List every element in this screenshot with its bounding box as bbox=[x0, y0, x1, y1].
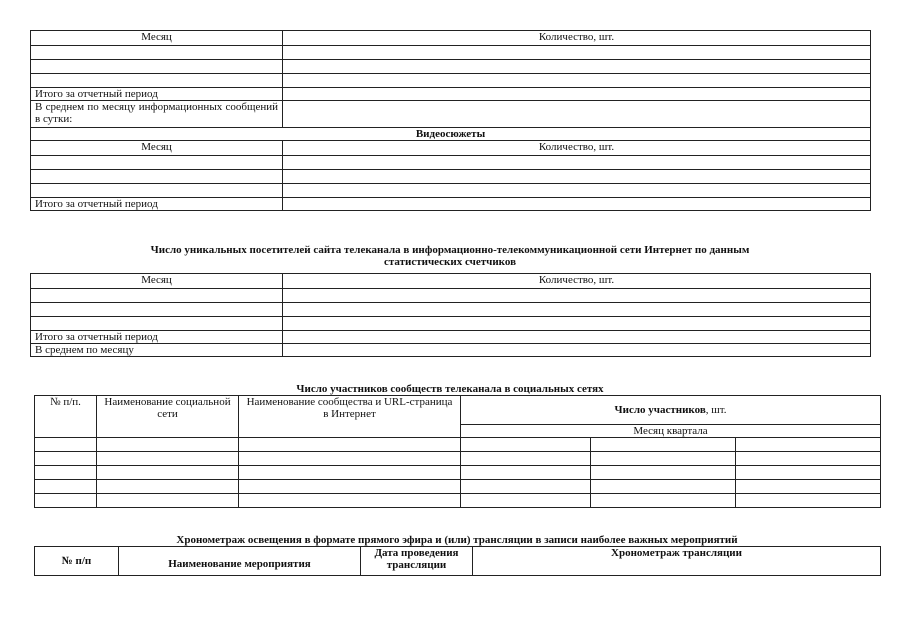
timing-duration-header: Хронометраж трансляции bbox=[473, 547, 881, 576]
social-num-header: № п/п. bbox=[35, 396, 97, 438]
table-row bbox=[35, 494, 881, 508]
video-total-label: Итого за отчетный период bbox=[31, 198, 283, 211]
total-label: Итого за отчетный период bbox=[31, 88, 283, 101]
month-header: Месяц bbox=[31, 31, 283, 46]
table-row bbox=[31, 317, 871, 331]
timing-title: Хронометраж освещения в формате прямого эфира и (или) трансляции в записи наиболее важных мероприятий bbox=[176, 534, 738, 546]
video-month-header: Месяц bbox=[31, 141, 283, 156]
timing-date-header: Дата проведения трансляции bbox=[361, 547, 473, 576]
table-row bbox=[35, 452, 881, 466]
table-row bbox=[35, 466, 881, 480]
social-network-header: Наименование социальной сети bbox=[97, 396, 239, 438]
timing-table bbox=[34, 546, 881, 576]
video-heading: Видеосюжеты bbox=[31, 128, 871, 141]
timing-num-header: № п/п bbox=[35, 547, 119, 576]
table-row bbox=[31, 74, 871, 88]
table-row bbox=[35, 480, 881, 494]
visitors-quantity-header: Количество, шт. bbox=[283, 274, 871, 289]
quantity-header: Количество, шт. bbox=[283, 31, 871, 46]
average-label: В среднем по месяцу информационных сообщений в сутки: bbox=[31, 101, 283, 128]
social-community-header: Наименование сообщества и URL-страница в Интернет bbox=[239, 396, 461, 438]
visitors-title: Число уникальных посетителей сайта телеканала в информационно-телекоммуникационной сети Интернет по данным статистических счетчиков bbox=[150, 244, 750, 268]
table-row bbox=[31, 156, 871, 170]
table-row bbox=[31, 184, 871, 198]
social-title: Число участников сообществ телеканала в социальных сетях bbox=[296, 383, 604, 395]
table-row bbox=[31, 289, 871, 303]
visitors-month-header: Месяц bbox=[31, 274, 283, 289]
table-row bbox=[31, 303, 871, 317]
table-row bbox=[31, 60, 871, 74]
timing-event-header: Наименование мероприятия bbox=[119, 547, 361, 576]
social-quarter-header: Месяц квартала bbox=[461, 425, 881, 438]
visitors-table bbox=[30, 273, 871, 357]
video-quantity-header: Количество, шт. bbox=[283, 141, 871, 156]
messages-table bbox=[30, 30, 871, 211]
social-table bbox=[34, 395, 881, 508]
table-row bbox=[35, 438, 881, 452]
visitors-total-label: Итого за отчетный период bbox=[31, 331, 283, 344]
social-members-header: Число участников, шт. bbox=[461, 396, 881, 425]
visitors-average-label: В среднем по месяцу bbox=[31, 344, 283, 357]
table-row bbox=[31, 170, 871, 184]
table-row bbox=[31, 46, 871, 60]
